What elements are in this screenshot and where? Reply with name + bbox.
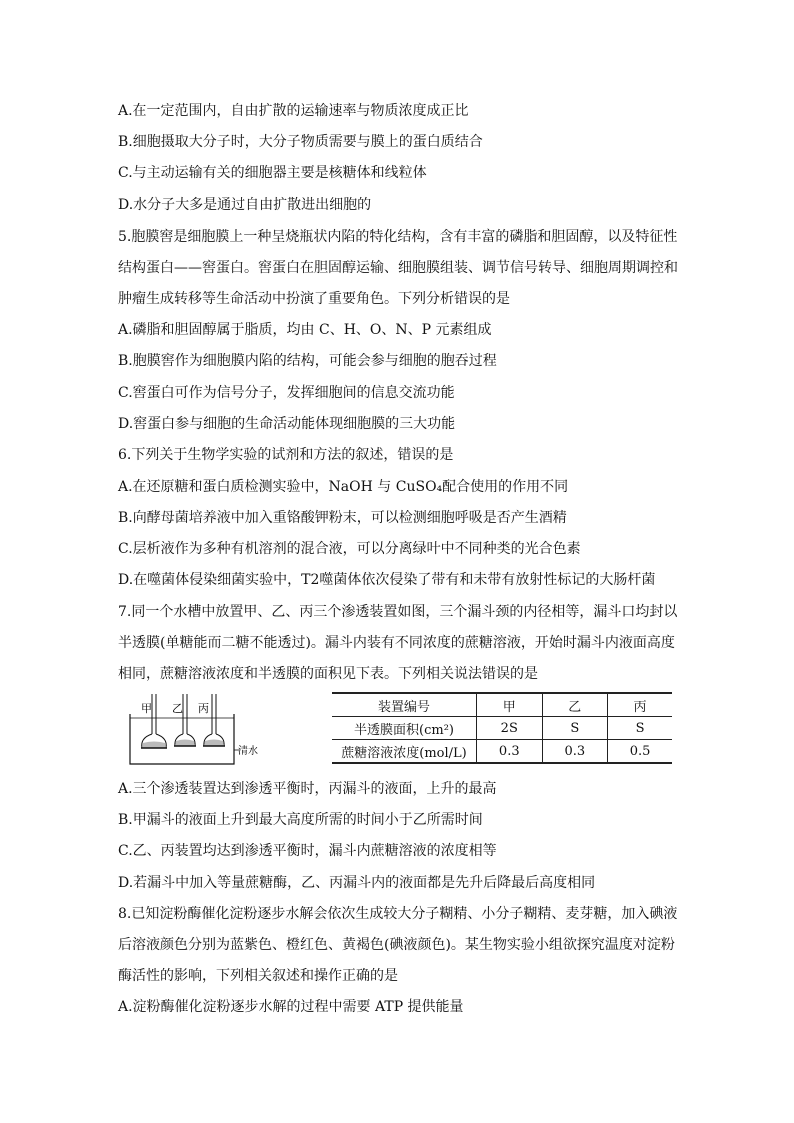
table-row (332, 717, 672, 740)
text-line: C.与主动运输有关的细胞器主要是核糖体和线粒体 (118, 165, 427, 181)
text-line: A.淀粉酶催化淀粉逐步水解的过程中需要 ATP 提供能量 (118, 999, 464, 1015)
text-line: D.窖蛋白参与细胞的生命活动能体现细胞膜的三大功能 (118, 416, 456, 432)
table-cell: 0.5 (608, 740, 672, 764)
text-line: B.向酵母菌培养液中加入重铬酸钾粉末，可以检测细胞呼吸是否产生酒精 (118, 510, 567, 526)
table-cell: S (608, 717, 672, 740)
text-line: A.在还原糖和蛋白质检测实验中，NaOH 与 CuSO₄配合使用的作用不同 (118, 479, 569, 495)
table-row (332, 740, 672, 764)
text-line: A.磷脂和胆固醇属于脂质，均由 C、H、O、N、P 元素组成 (118, 322, 492, 338)
text-line: 结构蛋白——窖蛋白。窖蛋白在胆固醇运输、细胞膜组装、调节信号转导、细胞周期调控和 (118, 260, 678, 276)
table-cell: 蔗糖溶液浓度(mol/L) (332, 740, 477, 764)
table-cell: S (542, 717, 608, 740)
text-line: C.乙、丙装置均达到渗透平衡时，漏斗内蔗糖溶液的浓度相等 (118, 843, 497, 859)
table-cell: 0.3 (477, 740, 543, 764)
table-cell: 甲 (477, 693, 543, 717)
osmosis-data-table (332, 692, 672, 764)
osmosis-apparatus-figure (128, 690, 258, 770)
text-line: 酶活性的影响，下列相关叙述和操作正确的是 (118, 968, 398, 984)
question-7-text: 7.同一个水槽中放置甲、乙、丙三个渗透装置如图，三个漏斗颈的内径相等，漏斗口均封以 (118, 604, 678, 620)
text-line: 肿瘤生成转移等生命活动中扮演了重要角色。下列分析错误的是 (118, 291, 510, 307)
table-cell: 乙 (542, 693, 608, 717)
question-5-text: 5.胞膜窖是细胞膜上一种呈烧瓶状内陷的特化结构，含有丰富的磷脂和胆固醇，以及特征性 (118, 229, 678, 245)
text-line: B.细胞摄取大分子时，大分子物质需要与膜上的蛋白质结合 (118, 134, 483, 150)
text-line: D.若漏斗中加入等量蔗糖酶，乙、丙漏斗内的液面都是先升后降最后高度相同 (118, 875, 596, 891)
text-line: 后溶液颜色分别为蓝紫色、橙红色、黄褐色(碘液颜色)。某生物实验小组欲探究温度对淀粉 (118, 937, 675, 953)
water-label: 清水 (238, 746, 258, 757)
table-cell: 丙 (608, 693, 672, 717)
label-jia: 甲 (141, 702, 152, 715)
label-yi: 乙 (172, 702, 183, 715)
text-line: B.胞膜窖作为细胞膜内陷的结构，可能会参与细胞的胞吞过程 (118, 353, 497, 369)
text-line: A.三个渗透装置达到渗透平衡时，丙漏斗的液面，上升的最高 (118, 781, 497, 797)
table-cell: 半透膜面积(cm²) (332, 717, 477, 740)
table-cell: 装置编号 (332, 693, 477, 717)
text-line: A.在一定范围内，自由扩散的运输速率与物质浓度成正比 (118, 103, 469, 119)
text-line: D.在噬菌体侵染细菌实验中，T2噬菌体依次侵染了带有和未带有放射性标记的大肠杆菌 (118, 572, 656, 588)
text-line: B.甲漏斗的液面上升到最大高度所需的时间小于乙所需时间 (118, 812, 483, 828)
table-cell: 0.3 (542, 740, 608, 764)
question-8-text: 8.已知淀粉酶催化淀粉逐步水解会依次生成较大分子糊精、小分子糊精、麦芽糖，加入碘液 (118, 906, 678, 922)
label-bing: 丙 (198, 702, 209, 715)
text-line: D.水分子大多是通过自由扩散进出细胞的 (118, 197, 372, 213)
text-line: 相同，蔗糖溶液浓度和半透膜的面积见下表。下列相关说法错误的是 (118, 666, 538, 682)
table-cell: 2S (477, 717, 543, 740)
text-line: C.窖蛋白可作为信号分子，发挥细胞间的信息交流功能 (118, 385, 455, 401)
question-6-text: 6.下列关于生物学实验的试剂和方法的叙述，错误的是 (118, 447, 454, 463)
text-line: 半透膜(单糖能而二糖不能透过)。漏斗内装有不同浓度的蔗糖溶液，开始时漏斗内液面高度 (118, 635, 675, 651)
text-line: C.层析液作为多种有机溶剂的混合液，可以分离绿叶中不同种类的光合色素 (118, 541, 581, 557)
table-header-row (332, 693, 672, 717)
